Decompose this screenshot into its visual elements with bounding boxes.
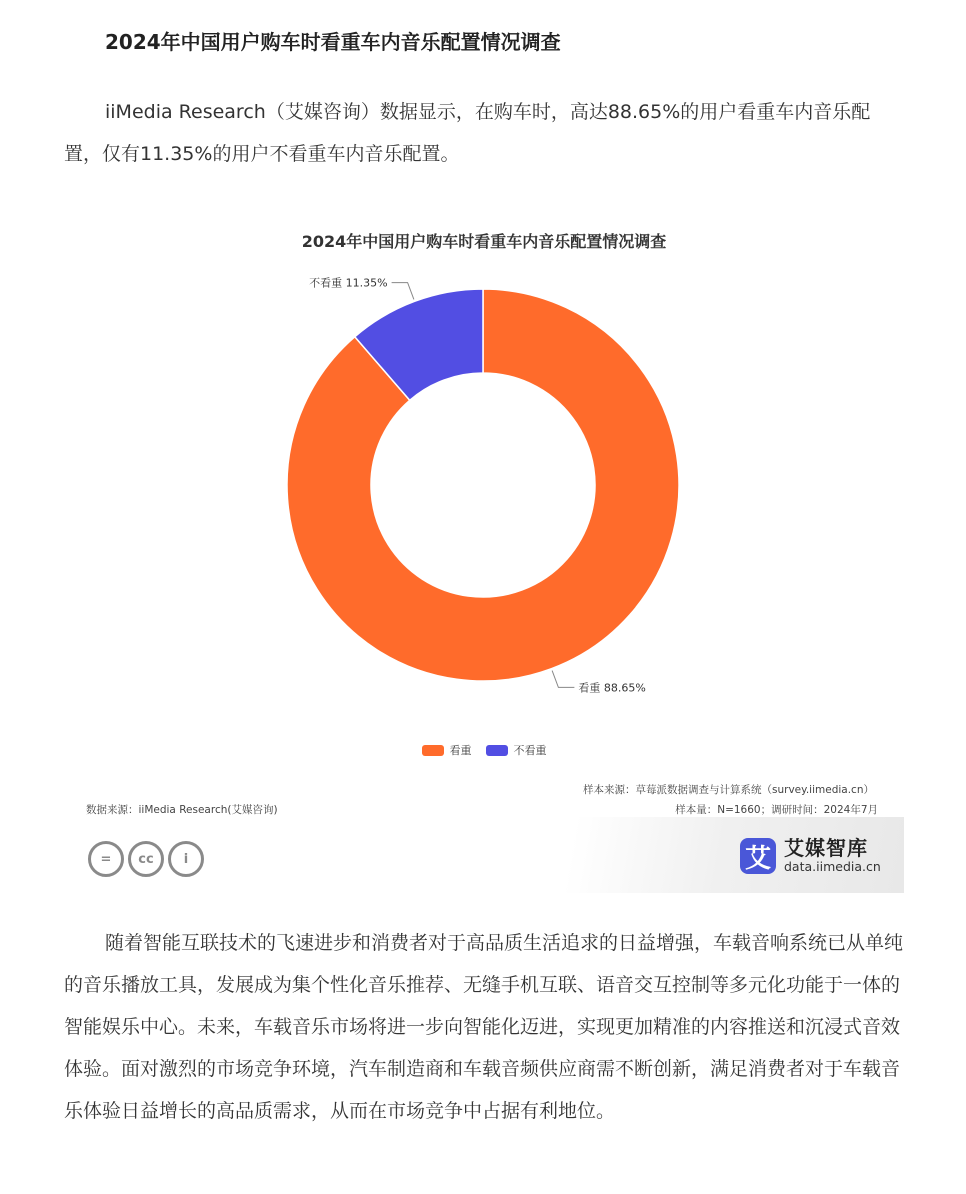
article-heading: 2024年中国用户购车时看重车内音乐配置情况调查	[105, 30, 561, 54]
label-leader-line	[392, 283, 414, 300]
body-paragraph: 随着智能互联技术的飞速进步和消费者对于高品质生活追求的日益增强，车载音响系统已从单纯的音乐播放工具，发展成为集个性化音乐推荐、无缝手机互联、语音交互控制等多元化功能于一体的智能娱乐中心。未来，车载音乐市场将进一步向智能化迈进，实现更加精准的内容推送和沉浸式音效体验。面对激烈的市场竞争环境，汽车制造商和车载音频供应商需不断创新，满足消费者对于车载音乐体验日益增长的高品质需求，从而在市场竞争中占据有利地位。	[64, 932, 904, 1122]
legend-label: 看重	[449, 744, 472, 757]
legend-item-kanzhong[interactable]	[422, 742, 472, 758]
label-leader-line	[552, 671, 574, 688]
sample-source: 样本来源：草莓派数据调查与计算系统（survey.iimedia.cn）	[583, 784, 874, 796]
iimedia-logo[interactable]	[740, 837, 881, 875]
slice-data-label: 不看重 11.35%	[309, 276, 388, 290]
chart-legend	[64, 742, 904, 758]
creative-commons-icon: cc	[128, 841, 164, 877]
legend-swatch	[486, 745, 508, 756]
legend-label: 不看重	[513, 744, 547, 757]
legend-item-bukanzhong[interactable]	[486, 742, 547, 758]
intro-paragraph: iiMedia Research（艾媒咨询）数据显示，在购车时，高达88.65%的用户看重车内音乐配置，仅有11.35%的用户不看重车内音乐配置。	[64, 101, 871, 165]
slice-data-label: 看重 88.65%	[578, 681, 646, 695]
logo-url: data.iimedia.cn	[784, 859, 881, 874]
attribution-icon: i	[168, 841, 204, 877]
no-derivatives-icon: =	[88, 841, 124, 877]
chart-title: 2024年中国用户购车时看重车内音乐配置情况调查	[301, 232, 667, 251]
legend-swatch	[422, 745, 444, 756]
donut-chart	[64, 205, 904, 765]
chart-footer-band	[64, 817, 904, 893]
license-badges	[88, 841, 204, 877]
data-source: 数据来源：iiMedia Research(艾媒咨询)	[86, 804, 278, 816]
logo-mark-icon: 艾	[740, 838, 776, 874]
chart-card	[64, 205, 904, 893]
logo-name: 艾媒智库	[784, 836, 868, 860]
sample-size: 样本量：N=1660；调研时间：2024年7月	[675, 804, 878, 816]
